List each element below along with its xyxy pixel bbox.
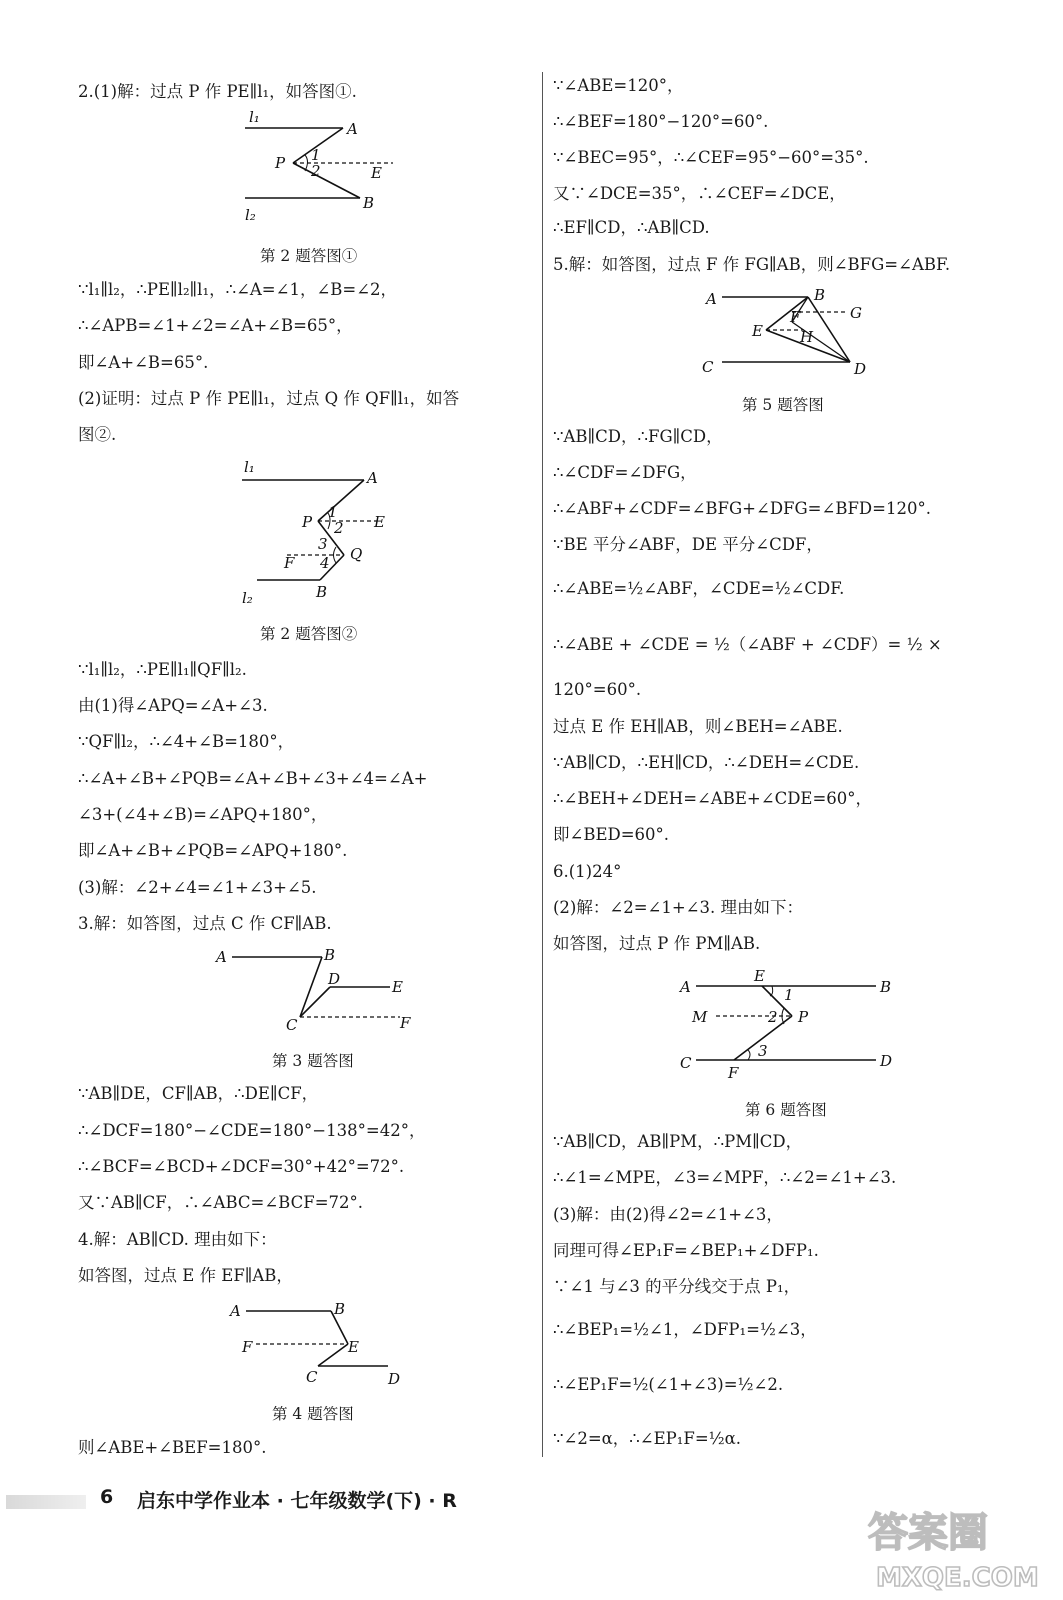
left-text-line: 3.解：如答图，过点 C 作 CF∥AB. — [78, 914, 332, 933]
fig5-label-D: D — [854, 360, 867, 378]
fig6-label-1: 1 — [784, 986, 794, 1004]
left-text-line: 4.解：AB∥CD. 理由如下： — [78, 1230, 277, 1249]
fig3-label-C: C — [286, 1016, 298, 1034]
watermark-text: 答案圈 — [868, 1510, 988, 1556]
left-text-line: 2.(1)解：过点 P 作 PE∥l₁，如答图①. — [78, 82, 357, 101]
fig2b-label-1: 1 — [328, 503, 338, 521]
fig6-label-A: A — [680, 978, 691, 996]
fig3-label-D: D — [328, 970, 341, 988]
watermark-url: MXQE.COM — [876, 1563, 1039, 1593]
right-text-line: (3)解：由(2)得∠2=∠1+∠3， — [553, 1205, 783, 1224]
fig5-label-B: B — [814, 286, 826, 304]
left-text-line: 图②. — [78, 425, 117, 444]
book-title: 启东中学作业本 · 七年级数学(下) · R — [137, 1490, 457, 1512]
fig2b-label-E: E — [374, 513, 385, 531]
fig2b-label-4: 4 — [320, 554, 330, 572]
right-text-line: 同理可得∠EP₁F=∠BEP₁+∠DFP₁. — [553, 1241, 819, 1260]
right-text-line: (2)解：∠2=∠1+∠3. 理由如下： — [553, 898, 803, 917]
fig6-label-F: F — [728, 1064, 739, 1082]
right-text-line: 过点 E 作 EH∥AB，则∠BEH=∠ABE. — [553, 717, 843, 736]
fig6-label-E: E — [754, 967, 765, 985]
fig2b-label-2: 2 — [334, 519, 344, 537]
right-text-line: 即∠BED=60°. — [553, 825, 670, 844]
left-text-line: 由(1)得∠APQ=∠A+∠3. — [78, 696, 268, 715]
caption-fig2-1: 第 2 题答图① — [260, 247, 358, 265]
right-text-line: 5.解：如答图，过点 F 作 FG∥AB，则∠BFG=∠ABF. — [553, 255, 951, 274]
right-text-line: ∴∠BEP₁=½∠1，∠DFP₁=½∠3， — [553, 1320, 817, 1339]
right-text-line: ∴EF∥CD，∴AB∥CD. — [553, 218, 710, 237]
fig3-label-A: A — [216, 948, 227, 966]
right-text-line: 如答图，过点 P 作 PM∥AB. — [553, 934, 761, 953]
right-text-line: ∴∠ABE=½∠ABF，∠CDE=½∠CDF. — [553, 579, 845, 598]
fig2a-label-E: E — [371, 164, 382, 182]
fig6-label-P: P — [798, 1008, 809, 1026]
fig3-label-B: B — [324, 946, 336, 964]
right-text-line: ∴∠BEH+∠DEH=∠ABE+∠CDE=60°， — [553, 789, 873, 808]
fig6-label-D: D — [880, 1052, 893, 1070]
figure-5 — [700, 282, 880, 386]
left-text-line: 即∠A+∠B+∠PQB=∠APQ+180°. — [78, 841, 348, 860]
fig2a-label-l2: l₂ — [245, 206, 256, 224]
right-text-line: ∴∠ABE + ∠CDE = ½（∠ABF + ∠CDF）= ½ × — [553, 635, 942, 654]
left-text-line: ∵l₁∥l₂，∴PE∥l₂∥l₁，∴∠A=∠1，∠B=∠2， — [78, 280, 398, 299]
page-number: 6 — [100, 1486, 114, 1508]
right-text-line: ∴∠ABF+∠CDF=∠BFG+∠DFG=∠BFD=120°. — [553, 499, 931, 518]
caption-fig5: 第 5 题答图 — [742, 396, 824, 414]
fig2a-label-1: 1 — [311, 146, 321, 164]
left-text-line: ∴∠A+∠B+∠PQB=∠A+∠B+∠3+∠4=∠A+ — [78, 769, 428, 788]
fig5-label-C: C — [702, 358, 714, 376]
right-text-line: 6.(1)24° — [553, 862, 622, 881]
left-text-line: ∴∠BCF=∠BCD+∠DCF=30°+42°=72°. — [78, 1157, 405, 1176]
right-text-line: ∵∠BEC=95°，∴∠CEF=95°−60°=35°. — [553, 148, 869, 167]
right-text-line: ∵∠1 与∠3 的平分线交于点 P₁， — [553, 1277, 801, 1296]
right-text-line: ∴∠CDF=∠DFG， — [553, 463, 697, 482]
right-text-line: ∵BE 平分∠ABF，DE 平分∠CDF， — [553, 535, 823, 554]
fig4-label-C: C — [306, 1368, 318, 1386]
fig2b-label-Q: Q — [350, 545, 363, 563]
right-text-line: ∵AB∥CD，∴FG∥CD， — [553, 427, 723, 446]
right-text-line: ∵∠ABE=120°， — [553, 76, 684, 95]
caption-fig3: 第 3 题答图 — [272, 1052, 354, 1070]
figure-6 — [676, 964, 906, 1088]
fig5-label-F: F — [790, 308, 801, 326]
fig2a-label-P: P — [275, 154, 286, 172]
fig4-label-D: D — [388, 1370, 401, 1388]
figure-2-1 — [235, 108, 405, 232]
fig2b-label-l1: l₁ — [244, 458, 255, 476]
left-text-line: ∴∠APB=∠1+∠2=∠A+∠B=65°， — [78, 316, 353, 335]
fig2b-label-F: F — [284, 554, 295, 572]
right-text-line: 120°=60°. — [553, 680, 642, 699]
fig2b-label-A: A — [367, 469, 378, 487]
fig4-label-A: A — [230, 1302, 241, 1320]
left-text-line: (3)解：∠2+∠4=∠1+∠3+∠5. — [78, 878, 317, 897]
fig6-label-2: 2 — [768, 1008, 778, 1026]
fig2a-label-l1: l₁ — [249, 108, 260, 126]
left-text-line: 又∵AB∥CF，∴∠ABC=∠BCF=72°. — [78, 1193, 364, 1212]
column-divider — [542, 72, 543, 1457]
right-text-line: 又∵∠DCE=35°，∴∠CEF=∠DCE， — [553, 184, 846, 203]
fig2b-label-3: 3 — [318, 535, 328, 553]
caption-fig2-2: 第 2 题答图② — [260, 625, 358, 643]
right-text-line: ∵∠2=α，∴∠EP₁F=½α. — [553, 1429, 742, 1448]
left-text-line: ∵l₁∥l₂，∴PE∥l₁∥QF∥l₂. — [78, 660, 247, 679]
left-text-line: 如答图，过点 E 作 EF∥AB， — [78, 1266, 293, 1285]
fig6-label-B: B — [880, 978, 892, 996]
fig6-label-C: C — [680, 1054, 692, 1072]
right-text-line: ∵AB∥CD，∴EH∥CD，∴∠DEH=∠CDE. — [553, 753, 860, 772]
fig2b-label-P: P — [302, 513, 313, 531]
right-text-line: ∴∠EP₁F=½(∠1+∠3)=½∠2. — [553, 1375, 784, 1394]
figure-2-2 — [232, 455, 402, 619]
fig5-label-A: A — [706, 290, 717, 308]
left-text-line: 即∠A+∠B=65°. — [78, 353, 209, 372]
caption-fig6: 第 6 题答图 — [745, 1101, 827, 1119]
watermark-logo — [862, 1500, 1052, 1595]
fig3-label-E: E — [392, 978, 403, 996]
fig2b-label-B: B — [316, 583, 328, 601]
fig2a-label-2: 2 — [311, 162, 321, 180]
figure-4 — [226, 1296, 411, 1395]
fig4-label-F: F — [242, 1338, 253, 1356]
fig5-label-E: E — [752, 322, 763, 340]
left-text-line: 则∠ABE+∠BEF=180°. — [78, 1438, 267, 1457]
left-text-line: ∠3+(∠4+∠B)=∠APQ+180°， — [78, 805, 328, 824]
fig5-label-G: G — [850, 304, 862, 322]
left-text-line: (2)证明：过点 P 作 PE∥l₁，过点 Q 作 QF∥l₁，如答 — [78, 389, 460, 408]
fig4-label-B: B — [334, 1300, 346, 1318]
fig3-label-F: F — [400, 1014, 411, 1032]
fig4-label-E: E — [348, 1338, 359, 1356]
left-text-line: ∵QF∥l₂，∴∠4+∠B=180°， — [78, 732, 295, 751]
fig2a-label-A: A — [347, 120, 358, 138]
right-text-line: ∴∠BEF=180°−120°=60°. — [553, 112, 769, 131]
right-text-line: ∴∠1=∠MPE，∠3=∠MPF，∴∠2=∠1+∠3. — [553, 1168, 897, 1187]
fig2b-label-l2: l₂ — [242, 589, 253, 607]
fig6-label-M: M — [692, 1008, 708, 1026]
fig5-label-H: H — [800, 328, 814, 346]
caption-fig4: 第 4 题答图 — [272, 1405, 354, 1423]
figure-3 — [212, 942, 422, 1041]
right-text-line: ∵AB∥CD，AB∥PM，∴PM∥CD， — [553, 1132, 803, 1151]
left-text-line: ∴∠DCF=180°−∠CDE=180°−138°=42°， — [78, 1121, 426, 1140]
footer-decoration-bar — [6, 1495, 86, 1509]
fig6-label-3: 3 — [758, 1042, 768, 1060]
fig2a-label-B: B — [363, 194, 375, 212]
left-text-line: ∵AB∥DE，CF∥AB，∴DE∥CF， — [78, 1084, 319, 1103]
